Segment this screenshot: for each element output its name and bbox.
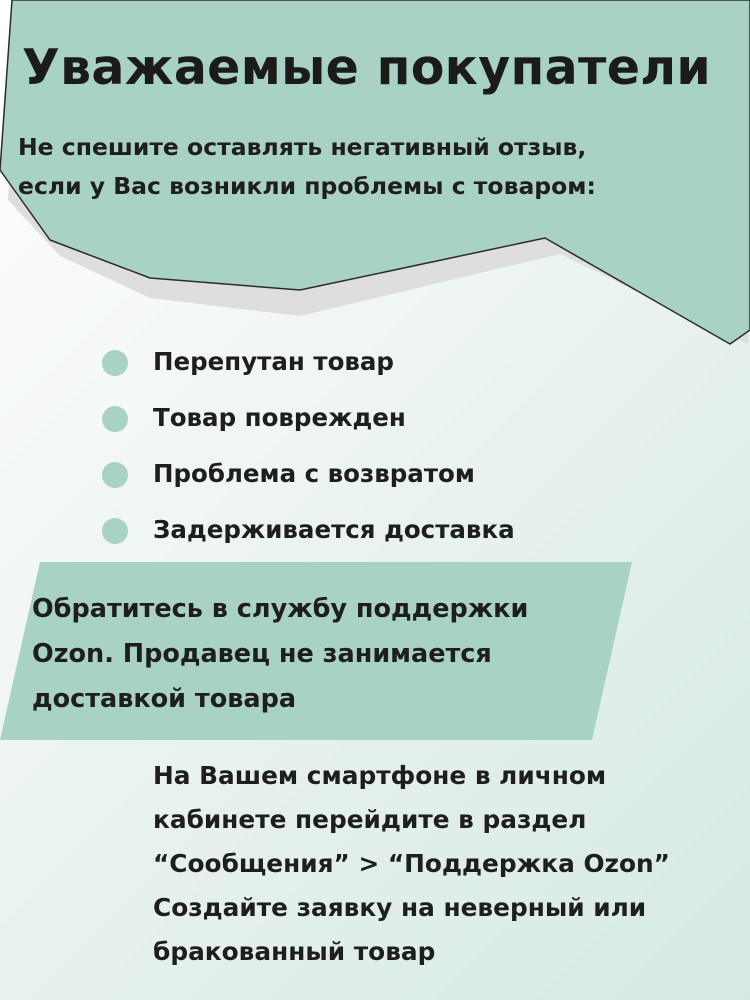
support-line: Обратитесь в службу поддержки [32,594,529,624]
support-line: Ozon. Продавец не занимается [32,639,492,669]
problem-label: Проблема с возвратом [153,459,475,488]
page-title: Уважаемые покупатели [22,39,712,96]
instructions-text [153,754,748,974]
instruction-line: “Сообщения” > “Поддержка Ozon” [153,849,670,878]
support-text [32,587,632,722]
intro-line: если у Вас возникли проблемы с товаром: [18,172,596,200]
bullet-circle-icon [102,406,128,432]
instruction-line: На Вашем смартфоне в личном [153,761,607,790]
problem-list [102,338,515,562]
problem-item [102,394,515,450]
problem-item [102,450,515,506]
problem-label: Товар поврежден [153,403,406,432]
bullet-circle-icon [102,350,128,376]
intro-line: Не спешите оставлять негативный отзыв, [18,133,587,161]
bullet-circle-icon [102,518,128,544]
instruction-line: кабинете перейдите в раздел [153,805,587,834]
problem-label: Перепутан товар [153,347,394,376]
bullet-circle-icon [102,462,128,488]
problem-item [102,338,515,394]
problem-label: Задерживается доставка [153,515,515,544]
problem-item [102,506,515,562]
instruction-line: Создайте заявку на неверный или [153,893,647,922]
intro-text [18,128,738,206]
support-line: доставкой товара [32,684,297,714]
instruction-line: бракованный товар [153,937,436,966]
